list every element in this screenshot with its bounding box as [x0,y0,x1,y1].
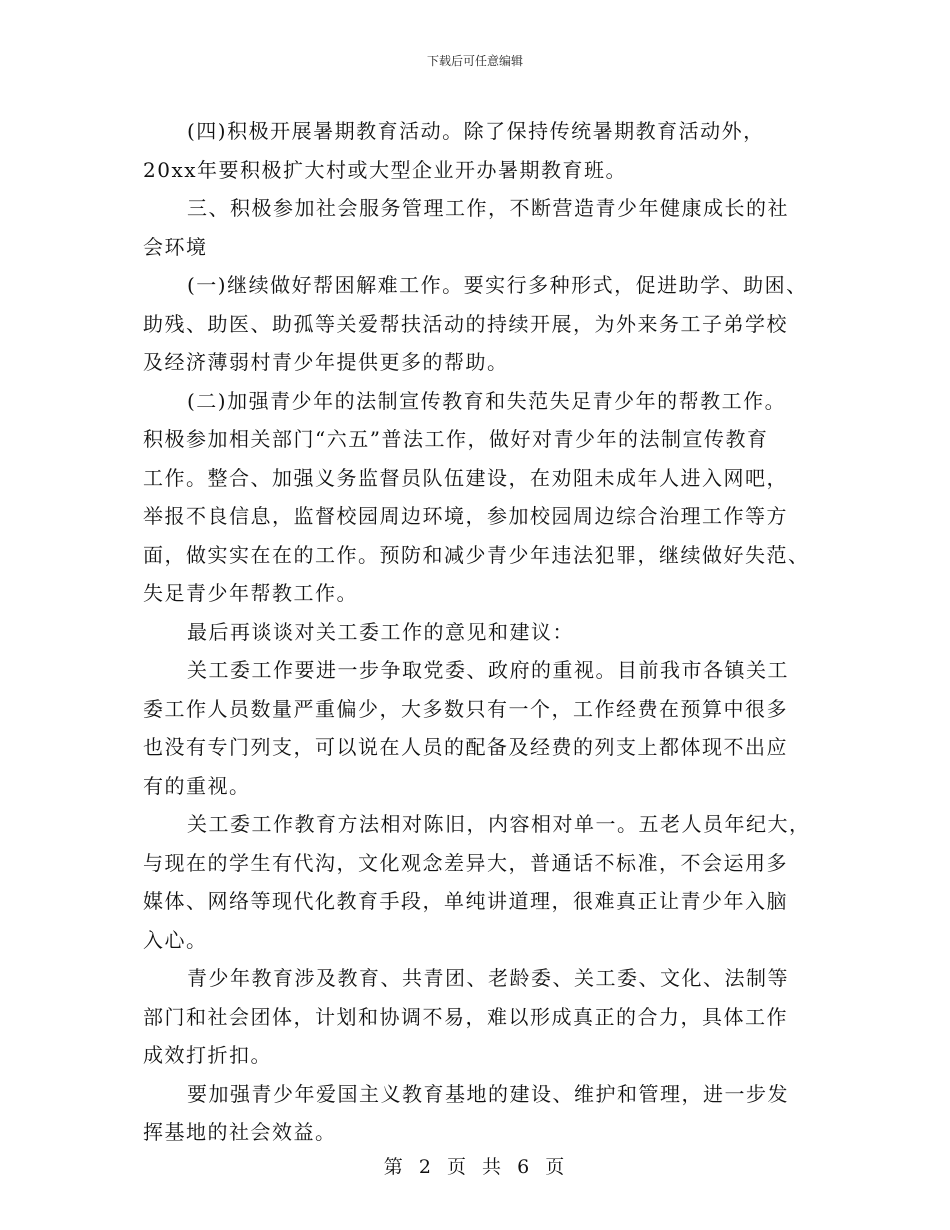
footer-page-label: 页 [446,1156,468,1178]
text-line: 入心。 [143,927,208,952]
document-body [143,112,811,1152]
text-line: 会环境 [143,234,208,259]
text-line: 助残、助医、助孤等关爱帮扶活动的持续开展，为外来务工子弟学校 [143,311,788,336]
page-header: 下载后可任意编辑 [426,54,523,68]
footer-suffix: 页 [545,1156,567,1178]
text-line: (四)积极开展暑期教育活动。除了保持传统暑期教育活动外， [187,119,765,143]
footer-total-label: 共 [482,1156,504,1178]
text-line: 及经济薄弱村青少年提供更多的帮助。 [143,350,509,374]
text-line: 三、积极参加社会服务管理工作，不断营造青少年健康成长的社 [187,196,789,220]
footer-page-number: 2 [418,1156,433,1178]
text-line: 与现在的学生有代沟，文化观念差异大，普通话不标准，不会运用多 [143,850,788,875]
text-line: 成效打折扣。 [143,1043,272,1067]
text-line: 要加强青少年爱国主义教育基地的建设、维护和管理，进一步发 [187,1081,789,1106]
text-line: 关工委工作教育方法相对陈旧，内容相对单一。五老人员年纪大， [187,812,811,836]
text-line: 积极参加相关部门“六五”普法工作，做好对青少年的法制宣传教育 [143,427,769,451]
text-line: 也没有专门列支，可以说在人员的配备及经费的列支上都体现不出应 [143,735,788,759]
footer-total-pages: 6 [517,1156,532,1178]
text-line: 最后再谈谈对关工委工作的意见和建议： [187,619,574,644]
text-line: 委工作人员数量严重偏少，大多数只有一个，工作经费在预算中很多 [143,696,788,721]
text-line: (一)继续做好帮困解难工作。要实行多种形式，促进助学、助困、 [187,273,808,297]
text-line: (二)加强青少年的法制宣传教育和失范失足青少年的帮教工作。 [187,388,787,413]
text-line: 面，做实实在在的工作。预防和减少青少年违法犯罪，继续做好失范、 [143,542,810,567]
text-line: 青少年教育涉及教育、共青团、老龄委、关工委、文化、法制等 [187,966,789,990]
text-line: 部门和社会团体，计划和协调不易，难以形成真正的合力，具体工作 [143,1004,788,1029]
text-line: 20xx年要积极扩大村或大型企业开办暑期教育班。 [143,157,628,182]
text-line: 有的重视。 [143,773,251,798]
text-line: 关工委工作要进一步争取党委、政府的重视。目前我市各镇关工 [187,658,789,682]
text-line: 媒体、网络等现代化教育手段，单纯讲道理，很难真正让青少年入脑 [143,889,788,913]
text-line: 失足青少年帮教工作。 [143,581,358,605]
footer-prefix: 第 [383,1156,405,1178]
text-line: 挥基地的社会效益。 [143,1120,337,1144]
text-line: 工作。整合、加强义务监督员队伍建设，在劝阻未成年人进入网吧， [143,465,788,490]
text-line: 举报不良信息，监督校园周边环境，参加校园周边综合治理工作等方 [143,504,788,528]
page-footer [0,1152,950,1179]
